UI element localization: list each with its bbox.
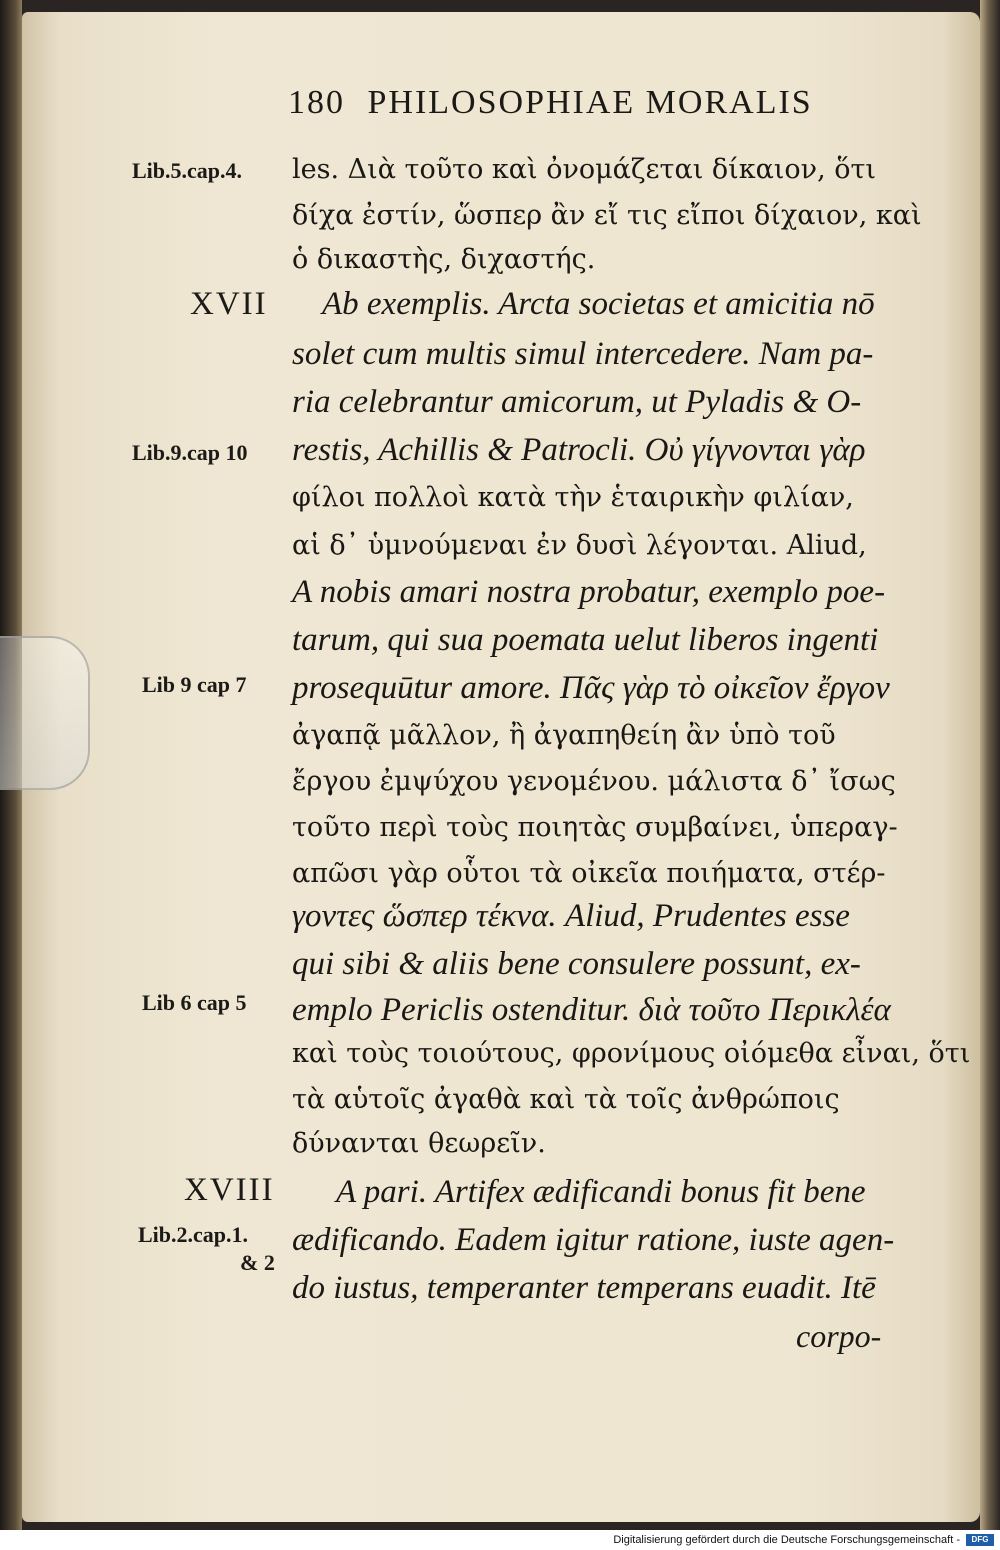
text-line: τὰ αὑτοῖς ἀγαθὰ καὶ τὰ τοῖς ἀνθρώποις [292, 1084, 840, 1115]
text-line: δίχα ἐστίν, ὥσπερ ἂν εἴ τις εἴποι δίχαιον, καὶ [292, 200, 922, 231]
section-mark: XVII [190, 286, 268, 322]
running-head [288, 84, 888, 122]
text-line: καὶ τοὺς τοιούτους, φρονίμους οἰόμεθα εἶναι, ὅτι [292, 1038, 971, 1069]
text-line: ria celebrantur amicorum, ut Pyladis & O- [292, 384, 862, 420]
text-line: γοντες ὥσπερ τέκνα. Aliud, Prudentes esse [292, 898, 850, 934]
text-line: qui sibi & aliis bene consulere possunt, ex- [292, 946, 861, 982]
margin-note: & 2 [240, 1250, 275, 1275]
text-line: φίλοι πολλοὶ κατὰ τὴν ἑταιρικὴν φιλίαν, [292, 482, 854, 513]
text-line: τοῦτο περὶ τοὺς ποιητὰς συμβαίνει, ὑπεραγ- [292, 812, 898, 843]
text-line: do iustus, temperanter temperans euadit. Itē [292, 1270, 876, 1306]
text-line: ædificando. Eadem igitur ratione, iuste agen- [292, 1222, 895, 1258]
text-line: emplo Periclis ostenditur. διὰ τοῦτο Περικλέα [292, 992, 891, 1028]
book-fore-edge [980, 0, 1000, 1530]
text-line: solet cum multis simul intercedere. Nam pa- [292, 336, 874, 372]
text-line: A pari. Artifex ædificandi bonus fit bene [336, 1174, 866, 1210]
margin-note: Lib.2.cap.1. [138, 1222, 249, 1247]
margin-note: Lib.5.cap.4. [132, 158, 243, 183]
dfg-logo: DFG [966, 1534, 994, 1546]
footer-credit: Digitalisierung gefördert durch die Deutsche Forschungsgemeinschaft - [613, 1534, 960, 1546]
page-number: 180 [288, 84, 345, 121]
section-mark: XVIII [184, 1172, 275, 1208]
text-line: restis, Achillis & Patrocli. Οὐ γίγνονται γὰρ [292, 432, 866, 468]
margin-note: Lib 6 cap 5 [142, 990, 247, 1015]
text-line: απῶσι γὰρ οὗτοι τὰ οἰκεῖα ποιήματα, στέρ- [292, 858, 886, 889]
text-line: tarum, qui sua poemata uelut liberos ingenti [292, 622, 879, 658]
text-line: ἀγαπᾷ μᾶλλον, ἢ ἀγαπηθείη ἂν ὑπὸ τοῦ [292, 720, 836, 751]
text-line: Ab exemplis. Arcta societas et amicitia nō [322, 286, 875, 322]
text-line: prosequūtur amore. Πᾶς γὰρ τὸ οἰκεῖον ἔργον [292, 670, 890, 706]
catchword: corpo- [796, 1318, 882, 1354]
text-line: A nobis amari nostra probatur, exemplo poe- [292, 574, 886, 610]
text-line: ὁ δικαστὴς, διχαστής. [292, 244, 596, 275]
footer-bar [0, 1530, 1000, 1550]
text-line: αἱ δ᾽ ὑμνούμεναι ἐν δυσὶ λέγονται. Aliud, [292, 530, 867, 561]
running-title: PHILOSOPHIAE MORALIS [367, 84, 813, 121]
text-line: les. Διὰ τοῦτο καὶ ὀνομάζεται δίκαιον, ὅτι [292, 154, 877, 185]
page-clip [0, 636, 90, 790]
text-line: δύνανται θεωρεῖν. [292, 1128, 546, 1159]
margin-note: Lib 9 cap 7 [142, 672, 247, 697]
margin-note: Lib.9.cap 10 [132, 440, 248, 465]
text-line: ἔργου ἐμψύχου γενομένου. μάλιστα δ᾽ ἴσως [292, 766, 896, 797]
